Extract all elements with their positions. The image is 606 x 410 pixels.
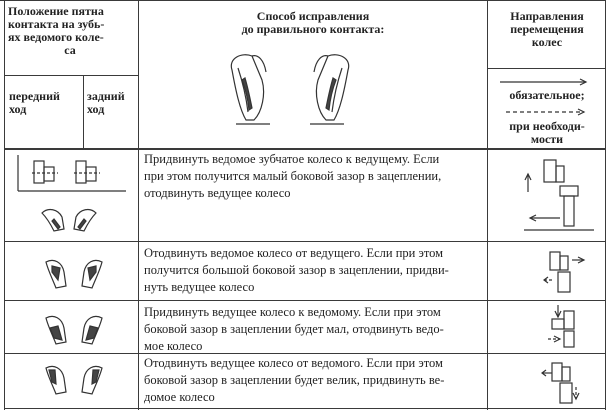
description-line: Придвинуть ведущее колесо к ведомому. Если при этом: [144, 305, 441, 319]
movement-direction-header: [488, 10, 606, 49]
row4-contact-figure: [40, 364, 110, 400]
legend-optional: [488, 120, 606, 146]
legend-mandatory: обязательное;: [509, 88, 585, 102]
forward-drive-header: [9, 90, 60, 116]
description-line: при этом получится малый боковой зазор в зацеплении,: [144, 169, 442, 183]
description-line: получится большой боковой зазор в зацеплении, придви-: [144, 263, 449, 277]
header-line: перемещения: [510, 22, 584, 36]
header-line: са: [64, 43, 76, 57]
row1-contact-figure: [14, 153, 134, 237]
row4-direction-figure: [540, 357, 590, 407]
row4-description: [144, 355, 484, 406]
header-bottom-rule: [4, 148, 606, 150]
description-line: боковой зазор в зацеплении будет мал, отодвинуть ведо-: [144, 322, 444, 336]
header-line: передний: [9, 89, 60, 103]
row2-contact-figure: [40, 258, 110, 294]
row1-direction-figure: [520, 156, 600, 238]
header-line: колес: [531, 35, 563, 49]
header-line: ход: [87, 102, 105, 116]
row-divider: [4, 241, 606, 242]
correction-method-header: [139, 10, 487, 36]
subcol-divider: [83, 75, 84, 149]
legend-line: при необходи-: [509, 119, 585, 133]
row-divider: [4, 300, 606, 301]
description-line: Придвинуть ведомое зубчатое колесо к ведущему. Если: [144, 152, 440, 166]
row2-direction-figure: [540, 246, 590, 298]
row1-description: [144, 151, 484, 202]
table-border-left: [4, 0, 5, 410]
description-line: боковой зазор в зацеплении будет велик, придвинуть ве-: [144, 373, 445, 387]
table-border-top: [0, 0, 606, 1]
header-line: контакта на зубь-: [8, 17, 105, 31]
col3-subheader-rule: [488, 68, 606, 69]
description-line: Отодвинуть ведомое колесо от ведущего. Если при этом: [144, 246, 444, 260]
correct-contact-teeth-figure: [222, 50, 362, 130]
legend-line: мости: [530, 132, 564, 146]
row3-direction-figure: [542, 303, 592, 351]
col-divider: [487, 0, 488, 410]
row2-description: [144, 245, 484, 296]
description-line: мое колесо: [144, 339, 203, 353]
description-line: Отодвинуть ведущее колесо от ведомого. Если при этом: [144, 356, 443, 370]
row3-contact-figure: [40, 314, 110, 348]
header-line: Способ исправления: [256, 9, 370, 23]
description-line: отодвинуть ведущее колесо: [144, 186, 291, 200]
header-line: Направления: [510, 9, 584, 23]
description-line: домое колесо: [144, 390, 215, 404]
contact-position-header: [8, 5, 132, 57]
description-line: нуть ведущее колесо: [144, 280, 255, 294]
header-line: до правильного контакта:: [241, 22, 385, 36]
header-line: ход: [9, 102, 27, 116]
header-line: Положение пятна: [8, 4, 104, 18]
header-line: ях ведомого коле-: [8, 30, 104, 44]
col1-subheader-rule: [4, 75, 138, 76]
reverse-drive-header: [87, 90, 125, 116]
row3-description: [144, 304, 484, 355]
table-border-bottom: [4, 408, 606, 409]
header-line: задний: [87, 89, 125, 103]
col-divider: [138, 0, 139, 410]
